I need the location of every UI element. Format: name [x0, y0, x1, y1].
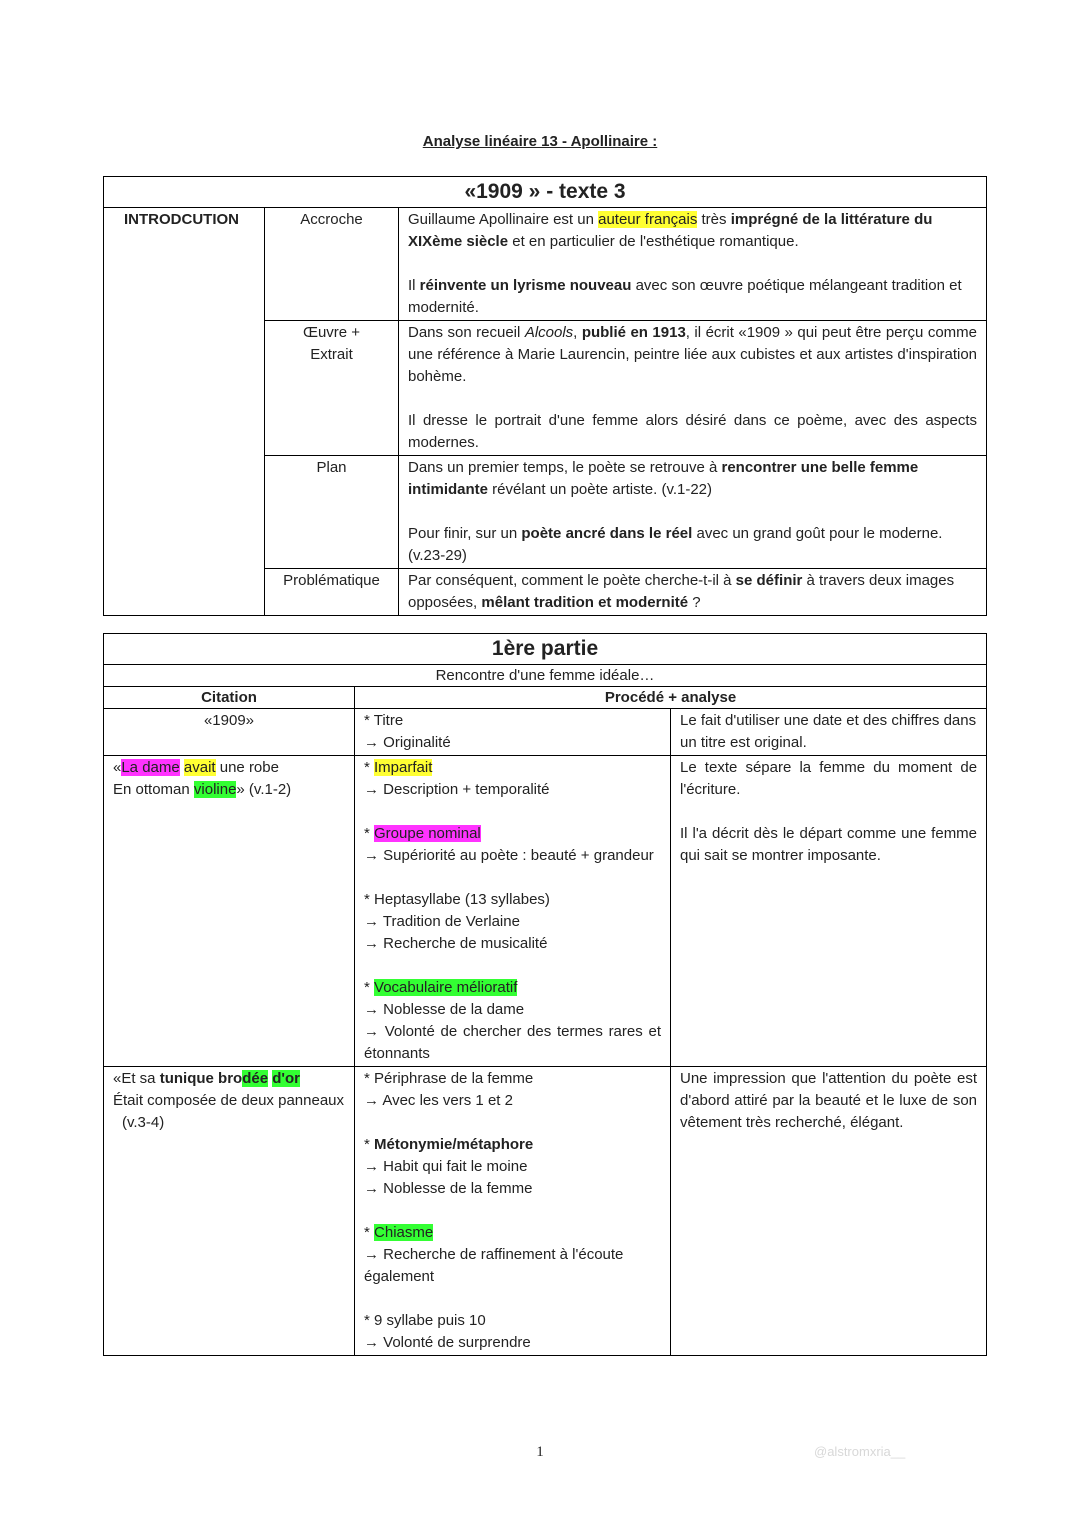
procede-la-dame: * Imparfait → Description + temporalité * Groupe nominal → Supériorité au poète : beauté + grandeur * Heptasyllabe (13 syllabes) → Tradition de Verlaine → Recherche de musicalité * Vocabulaire mélioratif → Noblesse de la dame → Volonté de chercher des termes rares et étonnants	[355, 756, 671, 1067]
problematique-text: Par conséquent, comment le poète cherche-t-il à se définir à travers deux images opposées, mêlant tradition et modernité ?	[399, 569, 987, 616]
analyse-titre: Le fait d'utiliser une date et des chiffres dans un titre est original.	[671, 709, 987, 756]
procede-tunique: * Périphrase de la femme → Avec les vers 1 et 2 * Métonymie/métaphore → Habit qui fait le moine → Noblesse de la femme * Chiasme → Recherche de raffinement à l'écoute également * 9 syllabe puis 10 → Volonté de surprendre	[355, 1067, 671, 1356]
analyse-la-dame: Le texte sépare la femme du moment de l'écriture. Il l'a décrit dès le départ comme une femme qui sait se montrer imposante.	[671, 756, 987, 1067]
intro-section-label: INTRODCUTION	[104, 208, 265, 616]
col-citation-header: Citation	[104, 687, 355, 709]
oeuvre-text: Dans son recueil Alcools, publié en 1913, il écrit «1909 » qui peut être perçu comme une référence à Marie Laurencin, peintre liée aux cubistes et aux artistes d'inspiration bohème. Il dresse le portrait d'une femme alors désiré dans ce poème, avec des aspects modernes.	[399, 321, 987, 456]
citation-1909: «1909»	[104, 709, 355, 756]
row-label-accroche: Accroche	[265, 208, 399, 321]
row-label-plan: Plan	[265, 456, 399, 569]
analyse-tunique: Une impression que l'attention du poète est d'abord attiré par la beauté et le luxe de son vêtement très recherché, élégant.	[671, 1067, 987, 1356]
citation-tunique: «Et sa tunique brodée d'or Était composée de deux panneaux (v.3-4)	[104, 1067, 355, 1356]
page-title: Analyse linéaire 13 - Apollinaire :	[422, 133, 658, 150]
procede-titre: * Titre → Originalité	[355, 709, 671, 756]
part-subtitle: Rencontre d'une femme idéale…	[104, 665, 987, 687]
part-title: 1ère partie	[104, 634, 987, 665]
watermark: @alstromxria__	[814, 1444, 906, 1459]
page-number: 1	[536, 1444, 544, 1460]
intro-table	[103, 176, 987, 616]
row-label-oeuvre: Œuvre + Extrait	[265, 321, 399, 456]
col-analyse-header: Procédé + analyse	[355, 687, 987, 709]
plan-text: Dans un premier temps, le poète se retrouve à rencontrer une belle femme intimidante révélant un poète artiste. (v.1-22) Pour finir, sur un poète ancré dans le réel avec un grand goût pour le moderne. (v.23-29)	[399, 456, 987, 569]
part-table	[103, 633, 987, 1356]
intro-table-title: «1909 » - texte 3	[104, 177, 987, 208]
row-label-problematique: Problématique	[265, 569, 399, 616]
accroche-text: Guillaume Apollinaire est un auteur français très imprégné de la littérature du XIXème siècle et en particulier de l'esthétique romantique. Il réinvente un lyrisme nouveau avec son œuvre poétique mélangeant tradition et modernité.	[399, 208, 987, 321]
citation-la-dame: «La dame avait une robe En ottoman violine» (v.1-2)	[104, 756, 355, 1067]
